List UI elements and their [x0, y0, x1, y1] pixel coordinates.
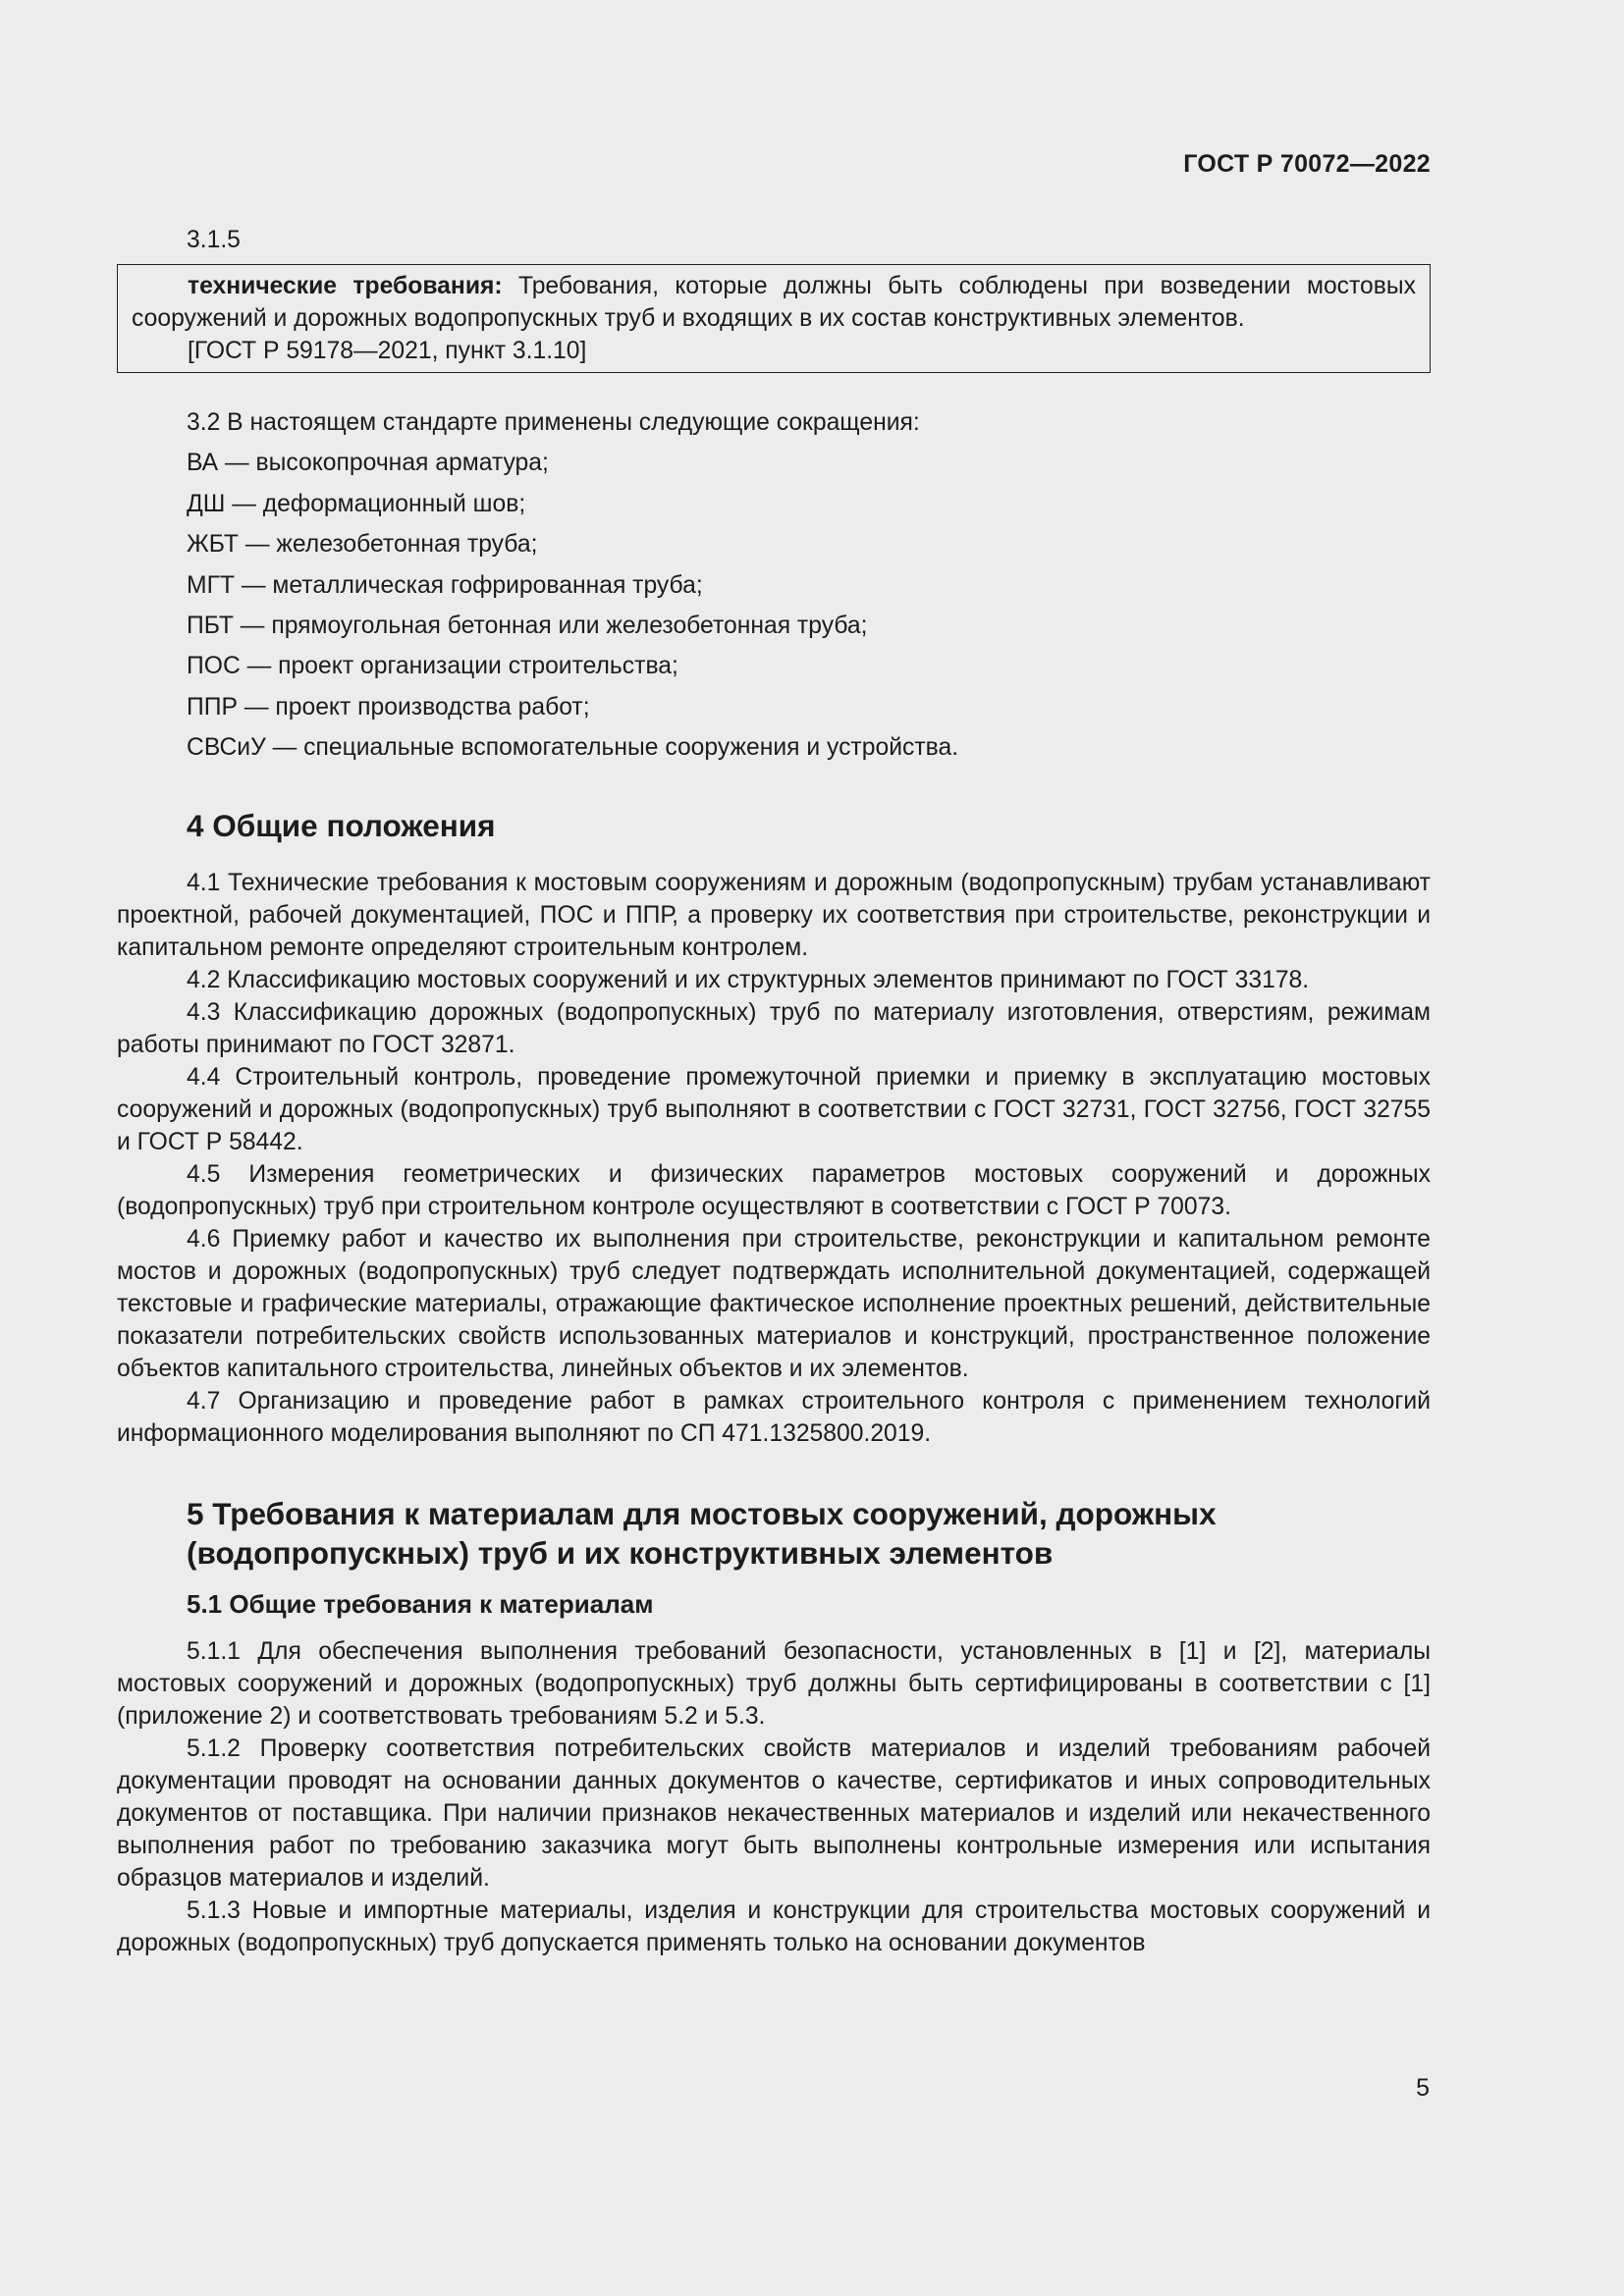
abbreviation-item: ППР — проект производства работ;: [187, 693, 590, 721]
paragraph-4-5: 4.5 Измерения геометрических и физических параметров мостовых сооружений и дорожных (водопропускных) труб при строительном контроле осуществляют в соответствии с ГОСТ Р 70073.: [117, 1160, 1431, 1220]
abbreviation-item: МГТ — металлическая гофрированная труба;: [187, 571, 703, 599]
definition-box: [117, 264, 1431, 373]
abbreviation-item: ПБТ — прямоугольная бетонная или железобетонная труба;: [187, 613, 868, 640]
abbreviation-item: ПОС — проект организации строительства;: [187, 653, 678, 680]
definition-body: Требования, которые должны быть соблюдены при возведении мостовых сооружений и дорожных водопропускных труб и входящих в их состав конструктивных элементов.: [132, 273, 1416, 332]
abbreviation-item: ДШ — деформационный шов;: [187, 490, 526, 517]
section-4-heading: 4 Общие положения: [187, 807, 496, 843]
definition-number: 3.1.5: [187, 227, 241, 253]
paragraph-5-1-2: 5.1.2 Проверку соответствия потребительских свойств материалов и изделий требованиям рабочей документации проводят на основании данных документов о качестве, сертификатов и иных сопроводительных документов от поставщика. При наличии признаков некачественных материалов и изделий или некачественного выполнения работ по требованию заказчика могут быть выполнены контрольные измерения или испытания образцов материалов и изделий.: [117, 1735, 1431, 1892]
section-5-heading-line-1: 5 Требования к материалам для мостовых сооружений, дорожных: [187, 1495, 1217, 1531]
page-content: [117, 224, 1431, 1959]
section-5-heading: [117, 1494, 1431, 1573]
document-id-header: ГОСТ Р 70072—2022: [1183, 150, 1431, 178]
abbreviation-item: ВА — высокопрочная арматура;: [187, 450, 549, 477]
paragraph-4-1: 4.1 Технические требования к мостовым сооружениям и дорожным (водопропускным) трубам устанавливают проектной, рабочей документацией, ПОС и ППР, а проверку их соответствия при строительстве, реконструкции и капитальном ремонте определяют строительным контролем.: [117, 869, 1431, 961]
paragraph-4-2: 4.2 Классификацию мостовых сооружений и их структурных элементов принимают по ГОСТ 33178.: [187, 966, 1310, 993]
paragraph-4-7: 4.7 Организацию и проведение работ в рамках строительного контроля с применением технологий информационного моделирования выполняют по СП 471.1325800.2019.: [117, 1387, 1431, 1447]
paragraph-4-3: 4.3 Классификацию дорожных (водопропускных) труб по материалу изготовления, отверстиям, режимам работы принимают по ГОСТ 32871.: [117, 998, 1431, 1058]
definition-term: технические требования:: [188, 273, 503, 299]
abbreviations-intro: 3.2 В настоящем стандарте применены следующие сокращения:: [187, 409, 920, 436]
abbreviation-item: ЖБТ — железобетонная труба;: [187, 531, 538, 559]
paragraph-5-1-1: 5.1.1 Для обеспечения выполнения требований безопасности, установленных в [1] и [2], материалы мостовых сооружений и дорожных (водопропускных) труб должны быть сертифицированы в соответствии с [1] (приложение 2) и соответствовать требованиям 5.2 и 5.3.: [117, 1637, 1431, 1730]
definition-text: [132, 270, 1416, 335]
page-number: 5: [1416, 2074, 1430, 2102]
paragraph-4-6: 4.6 Приемку работ и качество их выполнения при строительстве, реконструкции и капитальном ремонте мостов и дорожных (водопропускных) труб следует подтверждать исполнительной документацией, содержащей текстовые и графические материалы, отражающие фактическое исполнение проектных решений, действительные показатели потребительских свойств использованных материалов и конструкций, пространственное положение объектов капитального строительства, линейных объектов и их элементов.: [117, 1225, 1431, 1382]
subsection-5-1-heading: 5.1 Общие требования к материалам: [187, 1588, 654, 1619]
paragraph-5-1-3: 5.1.3 Новые и импортные материалы, изделия и конструкции для строительства мостовых сооружений и дорожных (водопропускных) труб допускается применять только на основании документов: [117, 1896, 1431, 1956]
section-5-heading-line-2: (водопропускных) труб и их конструктивных элементов: [187, 1534, 1054, 1571]
paragraph-4-4: 4.4 Строительный контроль, проведение промежуточной приемки и приемку в эксплуатацию мостовых сооружений и дорожных (водопропускных) труб выполняют в соответствии с ГОСТ 32731, ГОСТ 32756, ГОСТ 32755 и ГОСТ Р 58442.: [117, 1063, 1431, 1155]
definition-source: [ГОСТ Р 59178—2021, пункт 3.1.10]: [188, 338, 587, 364]
abbreviation-item: СВСиУ — специальные вспомогательные сооружения и устройства.: [187, 734, 959, 762]
